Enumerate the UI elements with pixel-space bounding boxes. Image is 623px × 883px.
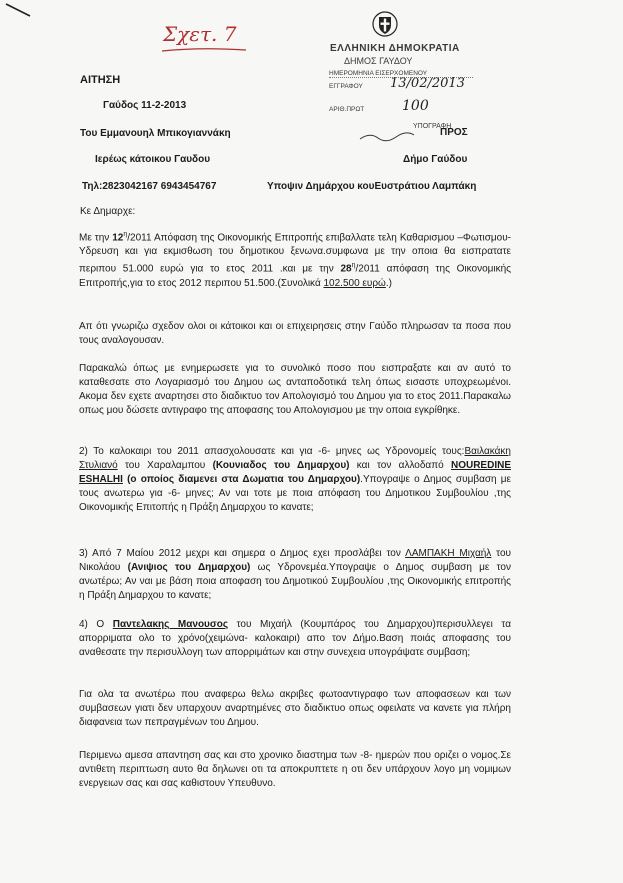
stamp-protocol-value: 100: [402, 98, 429, 114]
stamp-protocol-label: ΑΡΙΘ.ΠΡΩΤ: [329, 106, 365, 113]
stamp-date-value: 13/02/2013: [390, 76, 465, 91]
sender-name: Του Εμμανουηλ Μπικογιαννάκη: [80, 128, 231, 139]
sender-phone: Τηλ:2823042167 6943454767: [82, 181, 217, 192]
stamp-org-line2: ΔΗΜΟΣ ΓΑΥΔΟΥ: [344, 56, 413, 66]
stamp-org-line1: ΕΛΛΗΝΙΚΗ ΔΗΜΟΚΡΑΤΙΑ: [330, 43, 460, 54]
paragraph-7: Για ολα τα ανωτέρω που αναφερω θελω ακριβες φωτοαντιγραφο των αποφασεων και των συμβασεων γιατι δεν υπαρχουν αναρτημένες στο διαδικτυο οπως οφειλατε να κανετε για πλήρη διαφανεια των πεπραγμένων του Δημου.: [79, 689, 511, 728]
sender-description: Ιερέως κάτοικου Γαυδου: [95, 154, 211, 165]
handwritten-reference: Σχετ. 7: [163, 22, 237, 46]
stamp-signature-label: ΥΠΟΓΡΑΦΗ: [413, 123, 452, 130]
paragraph-3: Παρακαλώ όπως με ενημερωσετε για το συνολικό ποσο που εισπραξατε και αν αυτό το καταθεσατε στο Λογαριασμό του Δημου ως ανταποδοτικά τελη όπως εισαστε υποχρεωμένοι. Ακομα δεν εχετε αναρτησει στο διαδικτυο τον Απολογισμό του Δημου για το ετος 2011.Παρακαλω οπως μου δώσετε αντιγραφο της αποφασης του Απολογισμου με την οποια εγκρίθηκε.: [79, 363, 511, 416]
paragraph-6: 4) Ο Παντελακης Μανουσος του Μιχαήλ (Κουμπάρος του Δημαρχου)περισυλλεγει τα απορριματα ολο το χρόνο(χειμώνα- καλοκαιρι) απο τον Δήμο.Βαση ποιάς αποφασης του αναθεσατε την περισυλλογη των απορριμάτων και στην συνεχεια υπογράψατε συμβαση;: [79, 619, 511, 658]
paragraph-4: 2) Το καλοκαιρι του 2011 απασχολουσατε και για -6- μηνες ως Υδρονομείς τους:Βαιλακάκη Στυλιανό του Χαραλαμπου (Κουνιαδος του Δημαρχου) και τον αλλοδαπό NOUREDINE ESHALHI (ο οποίος διαμενει στα Δωματια του Δημαρχου).Υπογραψε ο Δημος συμβαση με τους ανωτερω για -6- μηνες; Αν ναι τοτε με ποια απόφαση του Δημοτικου Συμβουλίου ,της Οικονομικής Επιτοπής η Πράξη Δημαρχου το κανατε;: [79, 446, 511, 513]
place-date: Γαύδος 11-2-2013: [103, 100, 187, 111]
paragraph-8: Περιμενω αμεσα απαντηση σας και στο χρονικο διαστημα των -8- ημερών που οριζει ο νομος.Σε αντιθετη περιπτωση αυτο θα δηλωνει οτι τα αποκρυπτετε η οτι δεν υπάρχουν λογο μη νομιμων ενεργειων σας και σας καθιστουν Υπευθυνο.: [79, 750, 511, 789]
recipient-org: Δήμο Γαύδου: [403, 154, 468, 165]
handwritten-underline: [160, 46, 250, 54]
recipient-label: ΠΡΟΣ: [440, 127, 468, 138]
paragraph-2: Απ ότι γνωριζω σχεδον ολοι οι κάτοικοι και οι επιχειρησεις στην Γαύδο πληρωσαν τα ποσα που τους αναλογουσαν.: [79, 321, 511, 346]
stamp-signature-scribble: [358, 130, 418, 144]
corner-mark: [4, 2, 34, 20]
stamp-document-label: ΕΓΓΡΑΦΟΥ: [329, 83, 363, 90]
document-title: ΑΙΤΗΣΗ: [80, 74, 121, 86]
recipient-attention: Υποψιν Δημάρχου κουΕυστράτιου Λαμπάκη: [267, 181, 477, 192]
stamp-date-label: ΗΜΕΡΟΜΗΝΙΑ ΕΙΣΕΡΧΟΜΕΝΟΥ: [329, 70, 473, 78]
salutation: Κε Δημαρχε:: [80, 206, 136, 217]
paragraph-5: 3) Από 7 Μαίου 2012 μεχρι και σημερα ο Δημος εχει προσλάβει τον ΛΑΜΠΑΚΗ Μιχαήλ του Νικολάου (Ανιψιος του Δημαρχου) ως Υδρονεμέα.Υπογραψε ο Δημος συμβαση με τον ανωτέρω; Αν ναι με βάση ποια αποφαση του Δημοτικού Συμβουλίου ,της Οικονομικής επιτροπής η Πράξη Δημαρχου το κανατε;: [79, 548, 511, 601]
greek-emblem-icon: [372, 10, 398, 38]
paragraph-1: Με την $12^\eta/2011$ Απόφαση της Οικονομικής Επιτροπής επιβαλλατε τελη Καθαρισμου –Φωτισμου-Υδρευση και για εκμισθωση του δημοτικου ξενωνα.συμφωνα με την οποια θα εισπρατατε περιπου 51.000 ευρώ για το ετος 2011 .και με την $28^\eta/2011$ απόφαση της Οικονομικής Επιτροπής,για το ετος 2012 περιπου 51.500.(Συνολικά 102.500 ευρώ.): [79, 231, 512, 289]
